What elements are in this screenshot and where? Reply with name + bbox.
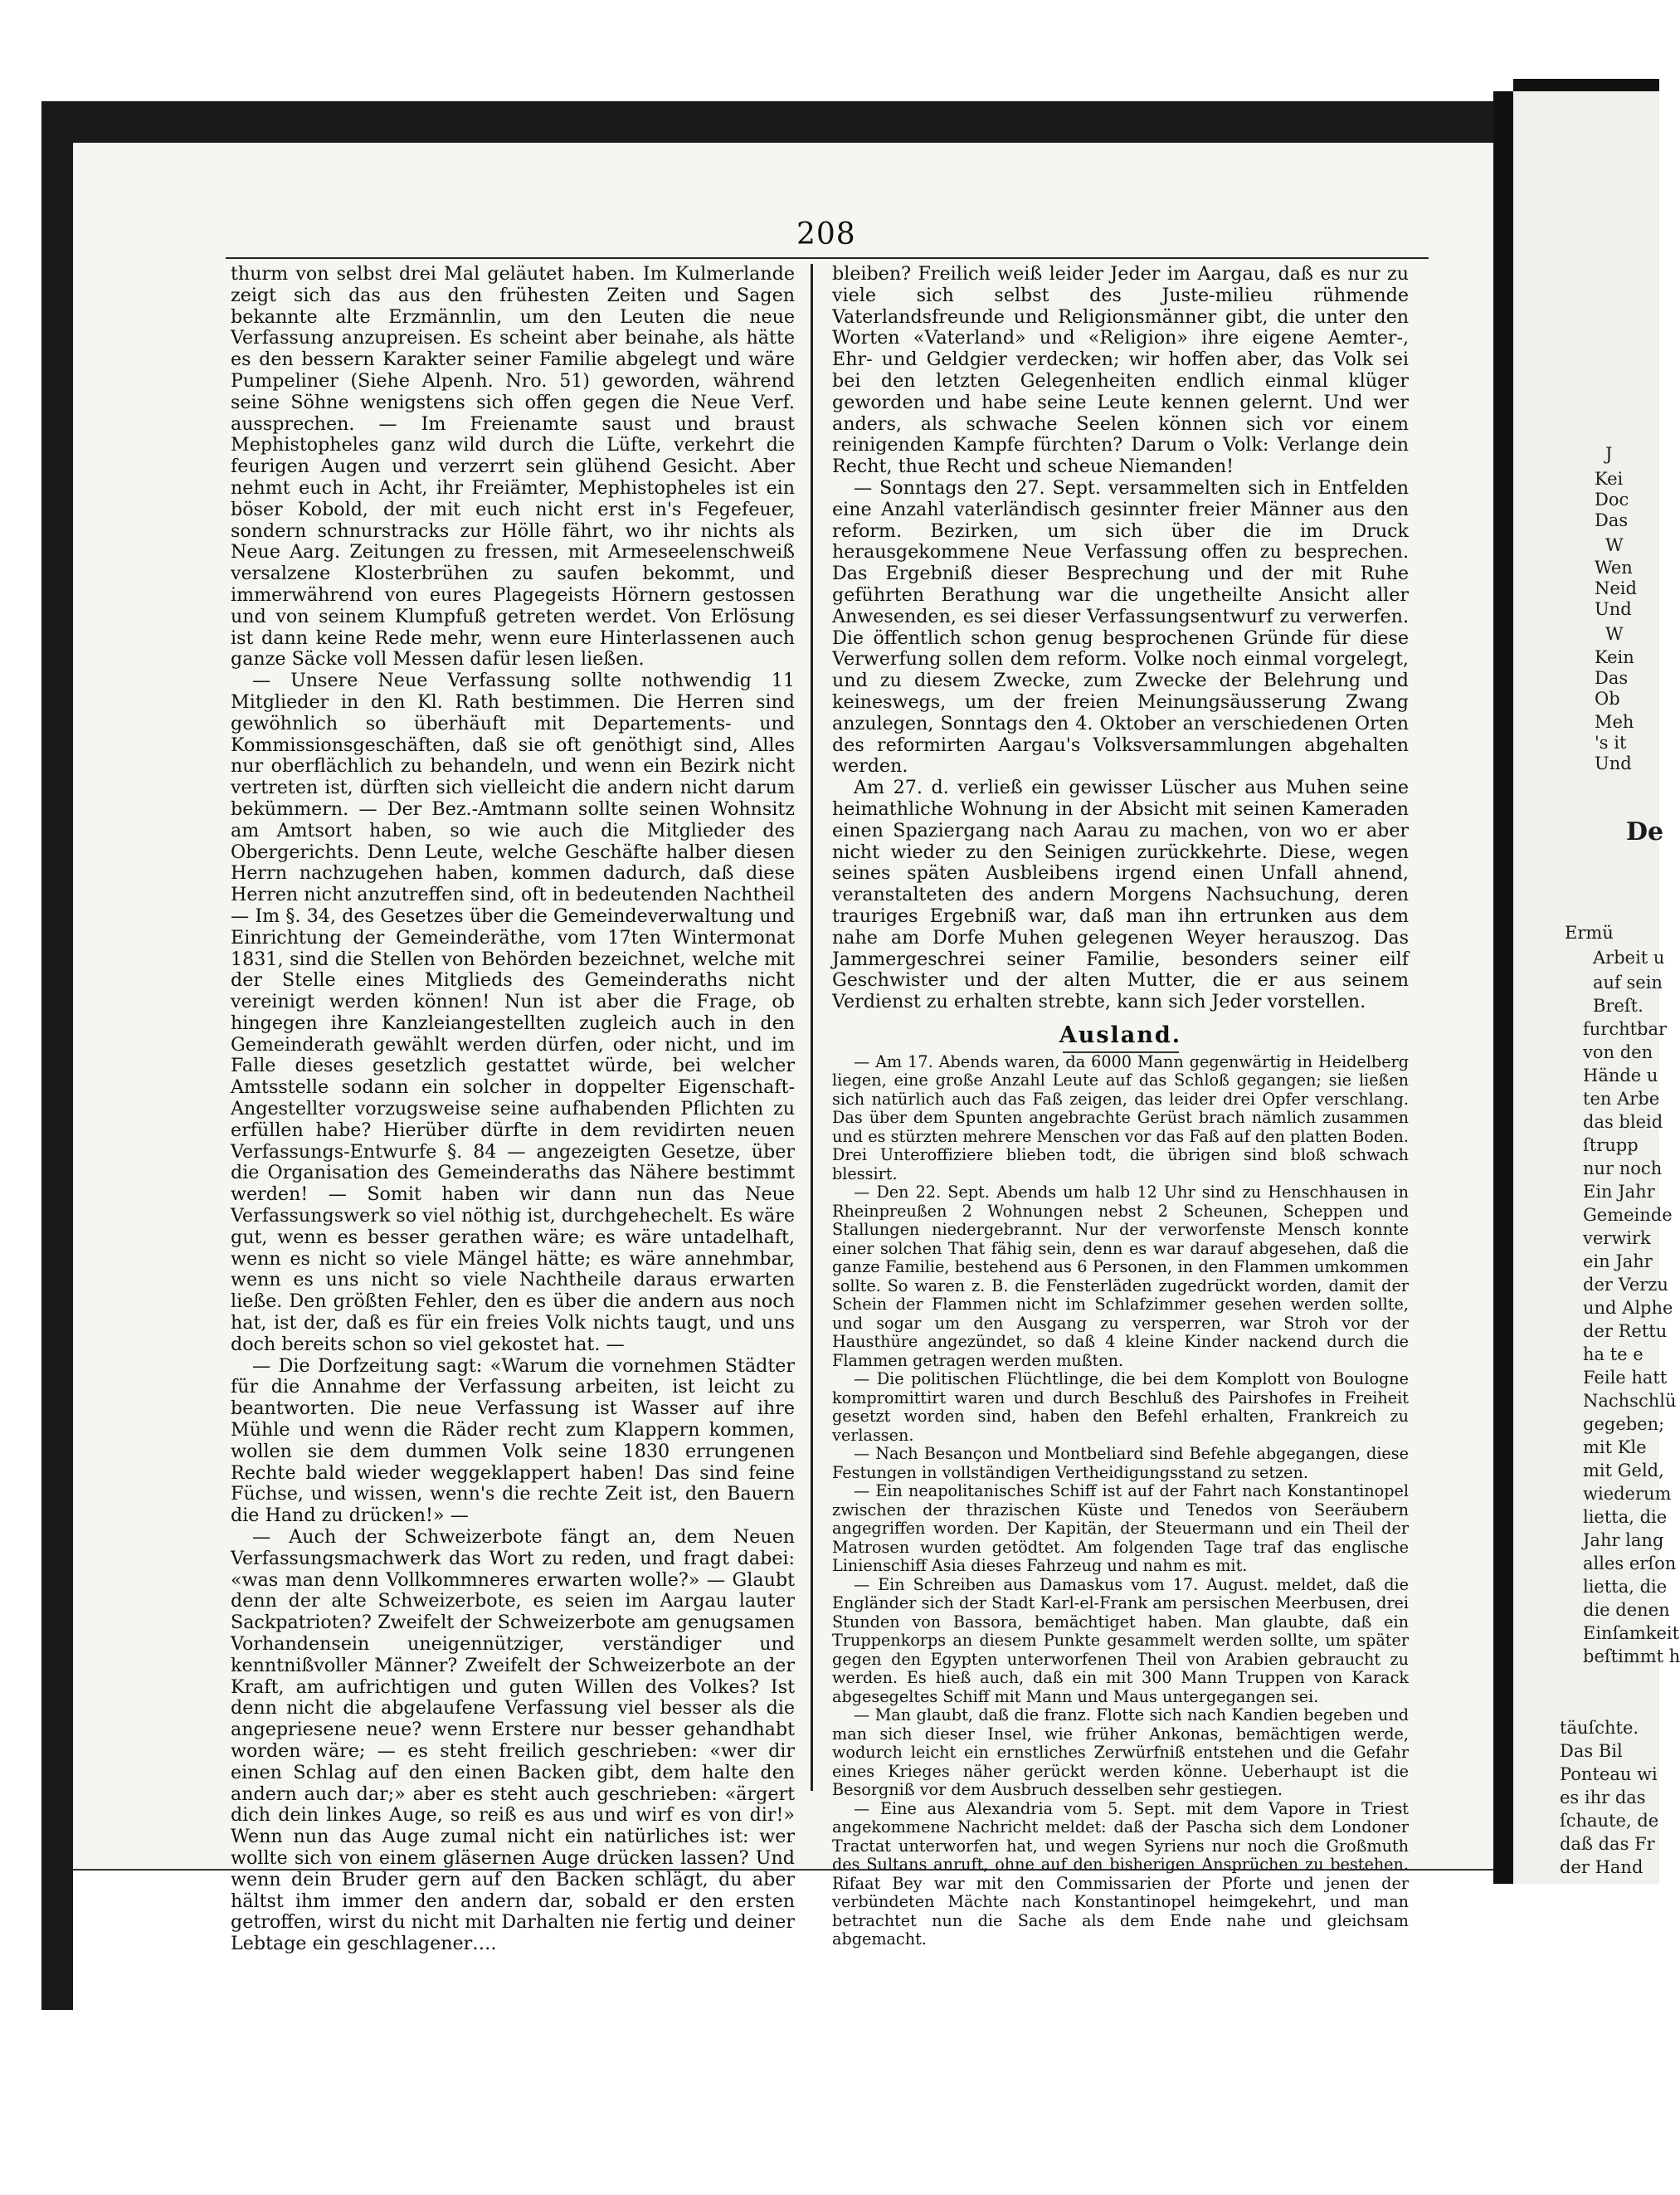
header-rule [226, 257, 1429, 259]
fragment: W [1605, 624, 1624, 644]
fragment: alles erſon [1583, 1554, 1677, 1573]
paragraph: bleiben? Freilich weiß leider Jeder im Aargau, daß es nur zu viele sich selbst des Juste-milieu rühmende Vaterlandsfreunde und Religionsmänner gibt, die unter den Worten «Vaterland» und «Religion» ihre eigene Aemter-, Ehr- und Geldgier verdecken; wir hoffen aber, das Volk sei bei den letzten Gelegenheiten endlich einmal klüger geworden und habe seine Leute kennen gelernt. Und wer anders, als schwache Seelen können sich vor einem reinigenden Kampfe fürchten? Darum o Volk: Verlange dein Recht, thue Recht und scheue Niemanden! [832, 263, 1409, 478]
fragment: Kei [1595, 469, 1624, 489]
news-item: — Eine aus Alexandria vom 5. Sept. mit dem Vapore in Triest angekommene Nachricht meldet: daß der Pascha sich dem Londoner Tractat unterworfen hat, und wegen Syriens nur noch die Großmuth des Sultans anruft, ohne auf den bisherigen Ansprüchen zu bestehen. Rifaat Bey war mit den Commissarien der Pforte und jenen der verbündeten Mächte nach Konstantinopel heimgekehrt, und man betrachtet nun die Sache als dem Ende nahe und gleichsam abgemacht. [832, 1798, 1409, 1949]
scan-border-top [41, 101, 1659, 143]
fragment: ha te e [1583, 1344, 1643, 1364]
fragment: ten Arbe [1583, 1089, 1660, 1109]
fragment: Nachschlü [1583, 1391, 1677, 1411]
fragment: ein Jahr [1583, 1251, 1653, 1271]
paragraph: — Sonntags den 27. Sept. versammelten sich in Entfelden eine Anzahl vaterländisch gesinnter freier Männer aus den reform. Bezirken, um sich über die im Druck herausgekommene Neue Verfassung offen zu besprechen. Das Ergebniß dieser Besprechung und der mit Ruhe geführten Berathung war die ungetheilte Ansicht aller Anwesenden, es sei dieser Verfassungsentwurf zu verwerfen. Die öffentlich schon genug besprochenen Gründe für diese Verwerfung sollen dem reform. Volke noch einmal vorgelegt, und zu diesem Zwecke, zum Zwecke der Belehrung und keineswegs, um der freien Meinungsäusserung Zwang anzulegen, Sonntags den 4. Oktober an verschiedenen Orten des reformirten Aargau's Volksversammlungen abgehalten werden. [832, 476, 1409, 778]
fragment: die denen [1583, 1600, 1670, 1620]
fragment: Ein Jahr [1583, 1182, 1655, 1202]
fragment: furchtbar [1583, 1019, 1668, 1039]
page-number: 208 [796, 217, 856, 251]
paragraph: — Auch der Schweizerbote fängt an, dem Neuen Verfassungsmachwerk das Wort zu reden, und fragt dabei: «was man denn Vollkommneres erwarten wolle?» — Glaubt denn der alte Schweizerbote, es seien im Aargau lauter Sackpatrioten? Zweifelt der Schweizerbote am genugsamen Vorhandensein uneigennütziger, verständiger und kenntnißvoller Männer? Zweifelt der Schweizerbote an der Kraft, am aufrichtigen und guten Willen des Volkes? Ist denn nicht die abgelaufene Verfassung viel besser als die angepriesene neue? wenn Erstere nur besser gehandhabt worden wäre; — es steht freilich geschrieben: «wer dir einen Schlag auf den einen Backen gibt, dem halte den andern auch dar;» aber es steht auch geschrieben: «ärgert dich dein linkes Auge, so reiß es aus und wirf es von dir!» Wenn nun das Auge zumal nicht ein natürliches ist: wer wollte sich von einem gläsernen Auge drücken lassen? Und wenn dein Bruder gern auf den Backen schlägt, du aber hältst ihm immer den andern dar, sobald er den ersten getroffen, wirst du nicht mit Darhalten nie fertig und deiner Lebtage ein geschlagener…. [231, 1526, 795, 1955]
fragment: mit Kle [1583, 1437, 1647, 1457]
fragment: ſtrupp [1583, 1135, 1639, 1155]
fragment: Und [1595, 754, 1632, 773]
news-item: — Am 17. Abends waren, da 6000 Mann gegenwärtig in Heidelberg liegen, eine große Anzahl Leute auf das Schloß gegangen; sie ließen sich natürlich auch das Faß zeigen, das leider drei Opfer verschlang. Das über dem Spunten angebrachte Gerüst brach nämlich zusammen und es stürzten mehrere Menschen vor das Faß auf den platten Boden. Drei Unteroffiziere blieben todt, die übrigen sind bloß schwach blessirt. [832, 1051, 1409, 1183]
fragment: Meh [1595, 712, 1634, 732]
news-item: — Ein neapolitanisches Schiff ist auf der Fahrt nach Konstantinopel zwischen der thrazischen Küste und Tenedos von Seeräubern angegriffen worden. Der Kapitän, der Steuermann und ein Theil der Matrosen wurden getödtet. Am folgenden Tage traf das englische Linienschiff Asia dieses Fahrzeug und nahm es mit. [832, 1481, 1409, 1576]
fragment: der Rettu [1583, 1321, 1668, 1341]
fragment: auf sein [1593, 973, 1663, 993]
fragment: Das [1595, 668, 1629, 688]
fragment: das bleid [1583, 1112, 1663, 1132]
column-rule [811, 264, 813, 1791]
fragment: Arbeit u [1593, 948, 1665, 968]
fragment: der Verzu [1583, 1275, 1668, 1295]
fragment: Feile hatt [1583, 1368, 1668, 1388]
fragment: Hände u [1583, 1066, 1658, 1085]
scan-border-left [41, 101, 73, 2010]
fragment: 's it [1595, 733, 1627, 753]
fragment: Jahr lang [1583, 1530, 1664, 1550]
section-heading-ausland: Ausland. [1059, 1022, 1182, 1048]
fragment: der Hand [1560, 1857, 1643, 1877]
fragment: und Alphe [1583, 1298, 1673, 1318]
fragment: Gemeinde [1583, 1205, 1673, 1225]
fragment: Breſt. [1593, 996, 1643, 1016]
fragment: wiederum [1583, 1484, 1672, 1504]
fragment: ſchaute, de [1560, 1811, 1659, 1831]
fragment: gegeben; [1583, 1414, 1665, 1434]
right-column [832, 263, 1409, 1949]
fragment: Neid [1595, 578, 1637, 598]
paragraph: — Unsere Neue Verfassung sollte nothwendig 11 Mitglieder in den Kl. Rath bestimmen. Die Herren sind gewöhnlich so überhäuft mit Departements- und Kommissionsgeschäften, daß sie oft genöthigt sind, Alles nur oberflächlich zu behandeln, und wenn ein Bezirk nicht vertreten ist, dürften sich vielleicht die andern nicht darum bekümmern. — Der Bez.-Amtmann sollte seinen Wohnsitz am Amtsort haben, so wie auch die Mitglieder des Obergerichts. Denn Leute, welche Geschäfte halber diesen Herrn nachzugehen haben, kommen dadurch, daß diese Herren nicht anzutreffen sind, oft in bedeutenden Nachtheil — Im §. 34, des Gesetzes über die Gemeindeverwaltung und Einrichtung der Gemeinderäthe, vom 17ten Wintermonat 1831, sind die Stellen von Behörden bezeichnet, welche mit der Stelle eines Mitglieds des Gemeinderaths nicht vereinigt werden können! Nun ist aber die Frage, ob hingegen ihre Kanzleiangestellten zugleich auch in den Gemeinderath gewählt werden dürfen, oder nicht, und im Falle dieses gesetzlich gestattet würde, bei welcher Amtsstelle sodann ein solcher in doppelter Eigenschaft-Angestellter vorzugsweise seine aufhabenden Pflichten zu erfüllen habe? Hierüber dürfte in dem revidirten neuen Verfassungs-Entwurfe §. 84 — angezeigten Gesetze, über die Organisation des Gemeinderaths das Nähere bestimmt werden! — Somit haben wir dann nun das Neue Verfassungswerk so viel nöthig ist, durchgehechelt. Es wäre gut, wenn es besser gerathen wäre; es wäre untadelhaft, wenn es nicht so viele Mängel hätte; es wäre annehmbar, wenn es uns nicht so viele Nachtheile daraus erwarten ließe. Den größten Fehler, den es über die andern aus noch hat, ist der, daß es für ein freies Volk nichts taugt, und uns doch bereits schon so viel gekostet hat. — [231, 670, 795, 1355]
fragment: Ob [1595, 689, 1620, 709]
news-item: — Man glaubt, daß die franz. Flotte sich nach Kandien begeben und man sich dieser Insel, wie früher Ankonas, bemächtigen werde, wodurch leicht ein ernstliches Zerwürfniß entstehen und die Gefahr eines Krieges näher gerückt werden könne. Ueberhaupt ist die Besorgniß vor dem Ausbruch desselben sehr gestiegen. [832, 1705, 1409, 1800]
fragment: Das [1595, 510, 1629, 530]
fragment: beſtimmt h [1583, 1646, 1680, 1666]
fragment: lietta, die [1583, 1577, 1668, 1597]
fragment: Ponteau wi [1560, 1764, 1658, 1784]
fragment: J [1605, 444, 1613, 464]
fragment: täuſchte. [1560, 1718, 1639, 1738]
left-column [231, 263, 795, 1955]
fragment: verwirk [1583, 1228, 1651, 1248]
fragment: nur noch [1583, 1158, 1663, 1178]
paragraph: Am 27. d. verließ ein gewisser Lüscher aus Muhen seine heimathliche Wohnung in der Absicht mit seinen Kameraden einen Spaziergang nach Aarau zu machen, von wo er aber nicht wieder zu den Seinigen zurückkehrte. Diese, wegen seines späten Ausbleibens irgend einen Unfall ahnend, veranstalteten des andern Morgens Nachsuchung, deren trauriges Ergebniß war, daß man ihn ertrunken aus dem nahe am Dorfe Muhen gelegenen Weyer herauszog. Das Jammergeschrei seiner Familie, besonders seiner eilf Geschwister und der alten Mutter, die er aus seinem Verdienst zu erhalten strebte, kann sich Jeder vorstellen. [832, 777, 1409, 1013]
paragraph: — Die Dorfzeitung sagt: «Warum die vornehmen Städter für die Annahme der Verfassung arbeiten, ist leicht zu beantworten. Die neue Verfassung ist Wasser auf ihre Mühle und wenn die Räder recht zum Klappern kommen, wollen sie dem dummen Volk seine 1830 errungenen Rechte bald wieder weggeklappert haben! Das sind feine Füchse, und wissen, wenn's die rechte Zeit ist, den Bauern die Hand zu drücken!» — [231, 1354, 795, 1527]
paragraph: thurm von selbst drei Mal geläutet haben. Im Kulmerlande zeigt sich das aus den frühesten Zeiten und Sagen bekannte alte Erzmännlin, um den Leuten die neue Verfassung anzupreisen. Es scheint aber beinahe, als hätte es den bessern Karakter seiner Familie abgelegt und wäre Pumpeliner (Siehe Alpenh. Nro. 51) geworden, während seine Söhne wenigstens sich offen gegen die Neue Verf. aussprechen. — Im Freienamte saust und braust Mephistopheles ganz wild durch die Lüfte, verkehrt die feurigen Augen und verzerrt sein glühend Gesicht. Aber nehmt euch in Acht, ihr Freiämter, Mephistopheles ist ein böser Kobold, der mit euch nicht erst in's Fegefeuer, sondern schnurstracks zur Hölle fährt, wo ihr nichts als Neue Aarg. Zeitungen zu fressen, mit Armeseelenschweiß versalzene Klosterbrühen zu saufen bekommt, und immerwährend von eures Plagegeists Hörnern gestossen und von seinem Klumpfuß getreten werdet. Von Erlösung ist dann keine Rede mehr, wenn eure Hinterlassenen auch ganze Säcke voll Messen dafür lesen ließen. [231, 263, 795, 671]
fragment-heading: De [1626, 817, 1664, 846]
fragment: Ermü [1565, 923, 1614, 943]
fragment: Einſamkeit [1583, 1623, 1680, 1643]
news-item: — Ein Schreiben aus Damaskus vom 17. August. meldet, daß die Engländer sich der Stadt Karl-el-Frank am persischen Meerbusen, drei Stunden von Bassora, bemächtiget haben. Man glaubte, daß ein Truppenkorps an diesem Punkte gesammelt werden sollte, um später gegen den Egypten unterworfenen Theil von Arabien gebraucht zu werden. Es hieß auch, daß ein mit 300 Mann Truppen von Karack abgesegeltes Schiff mit Mann und Maus untergegangen sei. [832, 1574, 1409, 1706]
fragment: daß das Fr [1560, 1834, 1655, 1854]
fragment: es ihr das [1560, 1788, 1646, 1807]
news-item: — Nach Besançon und Montbeliard sind Befehle abgegangen, diese Festungen in vollständigen Vertheidigungsstand zu setzen. [832, 1444, 1409, 1482]
fragment: von den [1583, 1042, 1653, 1062]
news-item: — Den 22. Sept. Abends um halb 12 Uhr sind zu Henschhausen in Rheinpreußen 2 Wohnungen nebst 2 Scheunen, Scheppen und Stallungen niedergebrannt. Nur der verworfenste Mensch konnte einer solchen That fähig sein, denn es war darauf abgesehen, daß die ganze Familie, bestehend aus 6 Personen, in den Flammen umkommen sollte. So waren z. B. die Fensterläden zugedrückt worden, damit der Schein der Flammen nicht im Schlafzimmer gesehen werden sollte, und sogar um den Ausgang zu versperren, war Stroh vor der Hausthüre angezündet, so daß 4 kleine Kinder nackend durch die Flammen getragen werden mußten. [832, 1183, 1409, 1370]
ausland-news [832, 1053, 1409, 1949]
news-item: — Die politischen Flüchtlinge, die bei dem Komplott von Boulogne kompromittirt waren und durch Beschluß des Pairshofes in Freiheit gesetzt worden sind, haben den Befehl erhalten, Frankreich zu verlassen. [832, 1369, 1409, 1445]
fragment: Und [1595, 599, 1632, 619]
fragment: W [1605, 535, 1624, 555]
fragment: Kein [1595, 647, 1634, 667]
fragment: Das Bil [1560, 1741, 1623, 1761]
fragment: Doc [1595, 490, 1629, 510]
fragment: mit Geld, [1583, 1461, 1664, 1480]
book-spine [1493, 91, 1513, 1884]
fragment: lietta, die [1583, 1507, 1668, 1527]
fragment: Wen [1595, 558, 1633, 578]
